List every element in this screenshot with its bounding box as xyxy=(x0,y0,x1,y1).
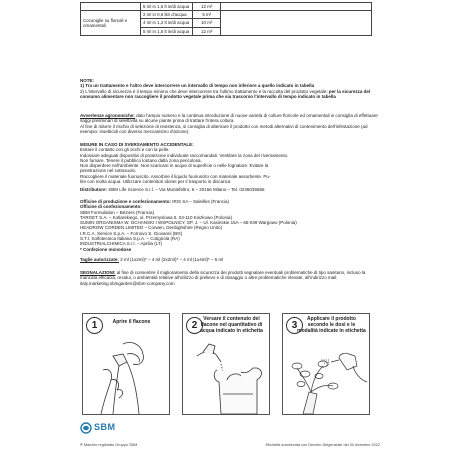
spill-line: penetrazione nel sottosuolo. xyxy=(80,168,137,174)
producer-note: * Confezione monodose xyxy=(80,246,132,252)
distributor-text: SBM Life Science S.r.l. – Via Montefeltro, 6 – 20156 Milano – Tel. 0236036856 xyxy=(108,187,265,192)
step-number: 1 xyxy=(86,317,103,334)
producer-line: SUMIN ORGANISMA W. OCHANSKI I WSPOLNICY, SP. J. – Ul. Kasinskie 15A – 65-049 Wargowo (Polonia) xyxy=(80,220,297,226)
notes-section xyxy=(80,78,378,99)
spill-line: Non disperdere nell'ambiente. Non scaricare in acque di superficie o nelle fognature. Evitare la xyxy=(80,163,269,169)
reporting-text: al fine di consentire il miglioramento della sicurezza dei prodotti segnalare eventuali problematiche di tipo sanitario, incluso la mancata efficacia, residui, o ambientali relative all'utilizzo di prelievo e di dosaggio o altre problematiche rilevate, all'indirizzo mail: italy.marketing.sbmgarden@sbm-company.com xyxy=(80,270,366,286)
reporting-label: SEGNALAZIONI: xyxy=(80,270,116,275)
producer-line: I.R.C.A. Service S.p.A. – Fornovo S. Giovanni (BG) xyxy=(80,230,183,236)
producers-label: Officine di produzione e confezionamento: xyxy=(80,199,172,204)
table-cell-area: 12 m² xyxy=(193,27,221,35)
table-cell-area: 10 m² xyxy=(193,19,221,27)
producer-line: HEADROW CORDEN LIMITED – Corwen, Denbighshire (Regno Unito) xyxy=(80,225,223,231)
producer-line: INDUSTRIALCHIMICA S.r.l. – Aprilia (LT) xyxy=(80,241,163,247)
reporting xyxy=(80,270,378,286)
spill-line: lire con molta acqua. Utilizzare contenitori idonei per il trasporto in discarica xyxy=(80,179,231,185)
warnings-body-1: dato l'ampio numero e la continua introduzione di nuove varietà di colture floricole ed ornamentali si consiglia di effettuare saggi preliminari di selettività su alcune piante prima di trattare l'intera coltura. xyxy=(80,113,378,124)
step-1-panel xyxy=(82,313,170,415)
sbm-logo xyxy=(80,421,120,440)
sizes-label: Taglie autorizzate: xyxy=(80,257,119,262)
producer-line: S.T.I. Solfotecnica Italiana S.p.A. – Cotignola (RA) xyxy=(80,236,180,242)
spill-line: Non fumare. Tenere il pubblico lontano dalla zona pericolosa. xyxy=(80,157,202,163)
table-cell-plant xyxy=(81,3,141,11)
dosage-table xyxy=(80,2,372,36)
agronomic-warnings xyxy=(80,113,378,134)
producers-text: IRIS SA – Saleilles (Francia) xyxy=(172,199,230,204)
step-number: 3 xyxy=(286,317,303,334)
step-caption: Aprire il flacone xyxy=(112,319,151,325)
warnings-body-2: Al fine di ridurre il rischio di selezione di resistenza, si consiglia di alternare il prodotto con metodi alternativi di contenimento dell'infestazione (ad esempio: insetticidi con diverso meccanismo d'azione). xyxy=(80,123,368,134)
note-1: 1) Tra un trattamento e l'altro deve intercorrere un intervallo di tempo non inferiore a quello indicato in tabella xyxy=(80,83,315,89)
logo-text: SBM xyxy=(94,422,116,432)
table-cell-dose: 4 ml in 1,2 lt in/di acqua xyxy=(141,19,193,27)
table-cell-area: 5 m² xyxy=(193,11,221,19)
spill-line: Indossare adeguati dispositivi di protezione individuale raccomandati. Ventilare la zona del riversamento. xyxy=(80,152,289,158)
table-cell-empty xyxy=(221,3,372,11)
distributor-label: Distributore: xyxy=(80,187,107,192)
table-cell-area: 12 m² xyxy=(193,3,221,11)
step-caption: Versare il contenuto del flacone nel quantitativo di acqua indicato in etichetta xyxy=(200,316,263,334)
step-3-panel xyxy=(282,313,370,415)
warnings-title: Avvertenze agronomiche: xyxy=(80,113,135,118)
table-cell-plant: Coconiglie su floreali e ornamentali xyxy=(81,11,141,36)
table-cell-dose: 2 ml in 0,6 litri d'acqua xyxy=(141,11,193,19)
note-2-text: 2) L'intervallo di sicurezza è il tempo minimo che deve intercorrere tra l'ultimo trattamento e la raccolta del prodotto vegetale; xyxy=(80,88,329,94)
producers-label-2: Officine di confezionamento: xyxy=(80,204,142,210)
table-cell-empty xyxy=(221,11,372,36)
table-cell-dose: 5 ml in 1,5 lt in/di acqua xyxy=(141,27,193,35)
step-number: 2 xyxy=(186,317,203,334)
producer-line: SBM Formulation – Béziers (Francia) xyxy=(80,209,155,215)
notes-heading: NOTE: xyxy=(80,78,94,83)
table-row xyxy=(81,3,372,11)
sizes-text: 2 ml (1x2ml)* – 4 ml (2x2ml)* – 4 ml (1x4ml)* – 5 ml xyxy=(120,257,224,262)
spill-line: Raccogliere il materiale fuoriuscito. Assorbire il liquido fuoriuscito con materiale assorbente. Pu- xyxy=(80,173,271,179)
step-caption: Applicare il prodotto secondo le dosi e le modalità indicate in etichetta xyxy=(297,316,366,334)
spill-measures xyxy=(80,142,378,184)
spill-title: MISURE IN CASO DI SVERSAMENTO ACCIDENTALE: xyxy=(80,142,194,147)
table-cell-dose: 5 ml in 1,5 lt in/di acqua xyxy=(141,3,193,11)
note-2-bold: per la sicurezza del consumo alimentare non raccogliere il prodotto vegetale prima che sia trascorso l'intervallo di tempo indicato in tabella xyxy=(80,88,371,99)
spill-line: Evitare il contatto con gli occhi e con la pelle. xyxy=(80,147,170,153)
distributor xyxy=(80,187,378,192)
authorization-note: Etichetta autorizzata con Decreto Dirigenziale del 30 dicembre 2022 xyxy=(265,443,380,447)
trademark-note: ® Marchio registrato Gruppo SBM xyxy=(80,443,138,447)
note-2 xyxy=(80,89,378,100)
table-row xyxy=(81,11,372,19)
producers xyxy=(80,199,378,252)
authorized-sizes xyxy=(80,257,378,262)
step-2-panel xyxy=(182,313,270,415)
producer-line: TARGET S.A. – Kotlarskiego, ul. Przemyslowa 5, 04-110 Kiszkowo (Polonia) xyxy=(80,214,233,220)
